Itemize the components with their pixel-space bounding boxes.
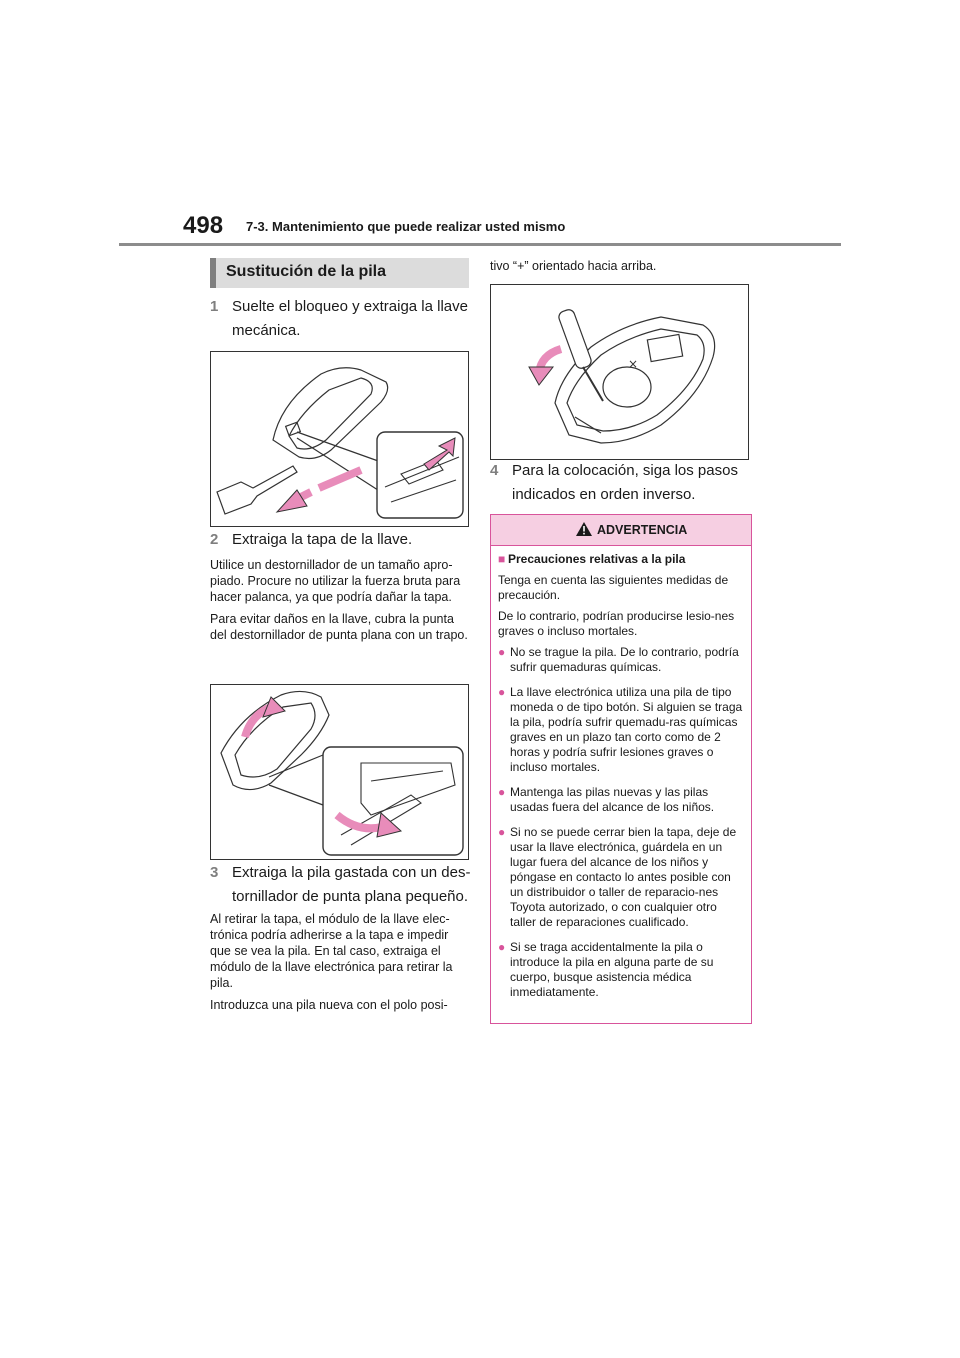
note-paragraph: Para evitar daños en la llave, cubra la punta del destornillador de punta plana con un trapo.	[210, 612, 468, 642]
warning-bullet	[498, 785, 745, 815]
warning-bullet	[498, 685, 745, 775]
figure-remove-mechanical-key	[210, 351, 469, 527]
warning-bullet	[498, 940, 745, 1000]
circle-bullet-icon: ●	[498, 785, 506, 799]
circle-bullet-icon: ●	[498, 940, 506, 954]
warning-intro: Tenga en cuenta las siguientes medidas de precaución.	[498, 573, 729, 602]
note-paragraph: Introduzca una pila nueva con el polo posi-	[210, 998, 448, 1012]
section-title: Sustitución de la pila	[226, 263, 387, 280]
step-text: Extraiga la tapa de la llave.	[232, 531, 413, 548]
warning-bullet-text: Si no se puede cerrar bien la tapa, deje de usar la llave electrónica, guárdela en un lugar fuera del alcance de los niños y póngase en contacto lo antes posible con un distribuidor o taller de reparacio-nes Toyota autorizado, o con cualquier otro taller de reparaciones cualificado.	[510, 825, 737, 929]
step-number: 4	[490, 462, 499, 479]
header-rule	[119, 243, 841, 246]
section-title-bar	[210, 258, 469, 288]
step-text-cont: mecánica.	[232, 322, 301, 339]
warning-box	[490, 514, 752, 1024]
battery-illustration	[491, 285, 748, 459]
plus-sign: ×	[628, 357, 639, 371]
step-number: 2	[210, 531, 219, 548]
square-bullet-icon: ■	[498, 552, 506, 566]
step-text-cont: tornillador de punta plana pequeño.	[232, 888, 469, 905]
figure-remove-key-cover	[210, 684, 469, 860]
warning-intro: De lo contrario, podrían producirse lesio-nes graves o incluso mortales.	[498, 609, 735, 638]
note-paragraph: Al retirar la tapa, el módulo de la llave elec-trónica podría adherirse a la tapa e impedir que se vea la pila. En tal caso, extraiga el módulo de la llave electrónica para retirar la pila.	[210, 912, 453, 990]
step-text: Para la colocación, siga los pasos	[512, 462, 738, 479]
key-fob-illustration	[211, 352, 468, 526]
warning-heading-text: Precauciones relativas a la pila	[508, 552, 686, 566]
warning-header	[491, 515, 751, 546]
step-1	[210, 295, 472, 343]
warning-bullet-text: Si se traga accidentalmente la pila o introduce la pila en alguna parte de su cuerpo, busque asistencia médica inmediatamente.	[510, 940, 714, 999]
figure-remove-battery	[490, 284, 749, 460]
warning-bullet-text: Mantenga las pilas nuevas y las pilas usadas fuera del alcance de los niños.	[510, 785, 715, 814]
step-3-notes	[210, 911, 468, 1019]
step-number: 3	[210, 864, 219, 881]
step-2	[210, 528, 472, 552]
warning-bullet-text: La llave electrónica utiliza una pila de tipo moneda o de tipo botón. Si alguien se traga la pila, podría sufrir quemadu-ras químicas graves en un plazo tan corto como de 2 horas y podría sufrir lesiones graves o incluso mortales.	[510, 685, 743, 774]
warning-label: ADVERTENCIA	[597, 523, 688, 537]
note-paragraph: Utilice un destornillador de un tamaño apro-piado. Procure no utilizar la fuerza bruta para hacer palanca, ya que podría dañar la tapa.	[210, 558, 461, 604]
note-paragraph: tivo “+” orientado hacia arriba.	[490, 259, 657, 273]
step-text: Extraiga la pila gastada con un des-	[232, 864, 471, 881]
section-accent	[210, 258, 216, 288]
step-number: 1	[210, 298, 219, 315]
warning-heading	[498, 552, 745, 567]
step-3-note-continued	[490, 258, 750, 280]
warning-body	[491, 546, 751, 1000]
circle-bullet-icon: ●	[498, 825, 506, 839]
circle-bullet-icon: ●	[498, 685, 506, 699]
key-cover-illustration	[211, 685, 468, 859]
step-2-notes	[210, 557, 468, 649]
page-number: 498	[183, 212, 224, 239]
warning-bullet	[498, 825, 745, 930]
step-text-cont: indicados en orden inverso.	[512, 486, 696, 503]
warning-bullet	[498, 645, 745, 675]
warning-triangle-icon	[575, 521, 593, 537]
step-text: Suelte el bloqueo y extraiga la llave	[232, 298, 468, 315]
step-3	[210, 861, 472, 909]
circle-bullet-icon: ●	[498, 645, 506, 659]
warning-bullet-text: No se trague la pila. De lo contrario, podría sufrir quemaduras químicas.	[510, 645, 739, 674]
step-4	[490, 459, 752, 507]
chapter-title: 7-3. Mantenimiento que puede realizar usted mismo	[246, 219, 566, 234]
